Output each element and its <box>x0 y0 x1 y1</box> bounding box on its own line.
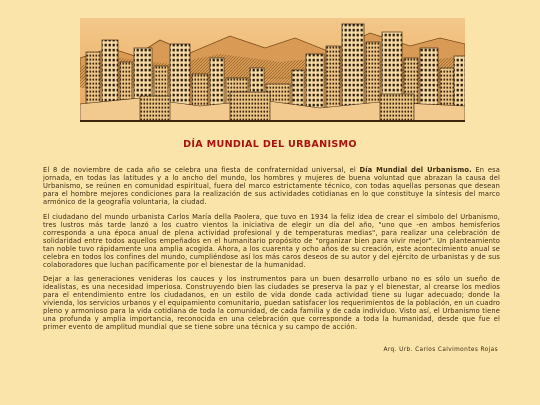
paragraph-1-rest: En esa jornada, en todas las latitudes y a lo ancho del mundo, los hombres y mujeres de buena voluntad que abrazan la causa del Urbanismo, se reúnen en comunidad espiritual, fuera del marco estrictamente técnico, con todas aquellas personas que desean para el hombre mejores condiciones para la realización de sus actividades cotidianas en lo que constituye la síntesis del marco armónico de la geografía voluntaria, la ciudad. <box>43 166 501 206</box>
page-title: DÍA MUNDIAL DEL URBANISMO <box>183 139 357 150</box>
author-signature: Arq. Urb. Carlos Calvimontes Rojas <box>383 347 498 353</box>
city-skyline-illustration <box>80 18 465 122</box>
article-body <box>43 166 500 338</box>
paragraph-1 <box>43 166 500 206</box>
paragraph-3: Dejar a las generaciones venideras los cauces y los instrumentos para un buen desarrollo urbano no es sólo un sueño de idealistas, es una necesidad imperiosa. Construyendo bien las ciudades se preserva la paz y el bienestar, al crearse los medios para el entendimiento entre los ciudadanos, en un estilo de vida donde cada actividad tiene su lugar adecuado; donde la vivienda, los servicios urbanos y el equipamiento comunitario, puedan satisfacer los requerimientos de la población, en un cuadro pleno y armonioso para la vida cotidiana de toda la comunidad, de cada familia y de cada individuo. Visto así, el Urbanismo tiene una profunda y amplia importancia, reconocida en una celebración que corresponde a toda la humanidad, desde que fue el primer evento de amplitud mundial que se tiene sobre una técnica y su campo de acción. <box>43 275 500 331</box>
paragraph-1-highlight: Día Mundial del Urbanismo. <box>359 166 472 174</box>
paragraph-2: El ciudadano del mundo urbanista Carlos María della Paolera, que tuvo en 1934 la feliz idea de crear el símbolo del Urbanismo, tres lustros más tarde lanzó a los cuatro vientos la iniciativa de elegir un día del año, "uno que -en ambos hemisferios corresponda a una época anual de plena actividad profesional y de temperaturas medias", para realizar una celebración de solidaridad entre todos aquellos empeñados en el humanitario propósito de "organizar bien para vivir mejor". Un planteamiento tan noble tuvo rápidamente una amplia acogida. Ahora, a los cuarenta y ocho años de su creación, este acontecimiento anual se celebra en todos los confines del mundo, cumpliéndose así los más caros deseos de su autor y del ejército de urbanistas y de sus colaboradores que luchan pacíficamente por el bienestar de la humanidad. <box>43 212 500 269</box>
paragraph-1-intro: El 8 de noviembre de cada año se celebra una fiesta de confraternidad universal, el <box>43 166 360 174</box>
